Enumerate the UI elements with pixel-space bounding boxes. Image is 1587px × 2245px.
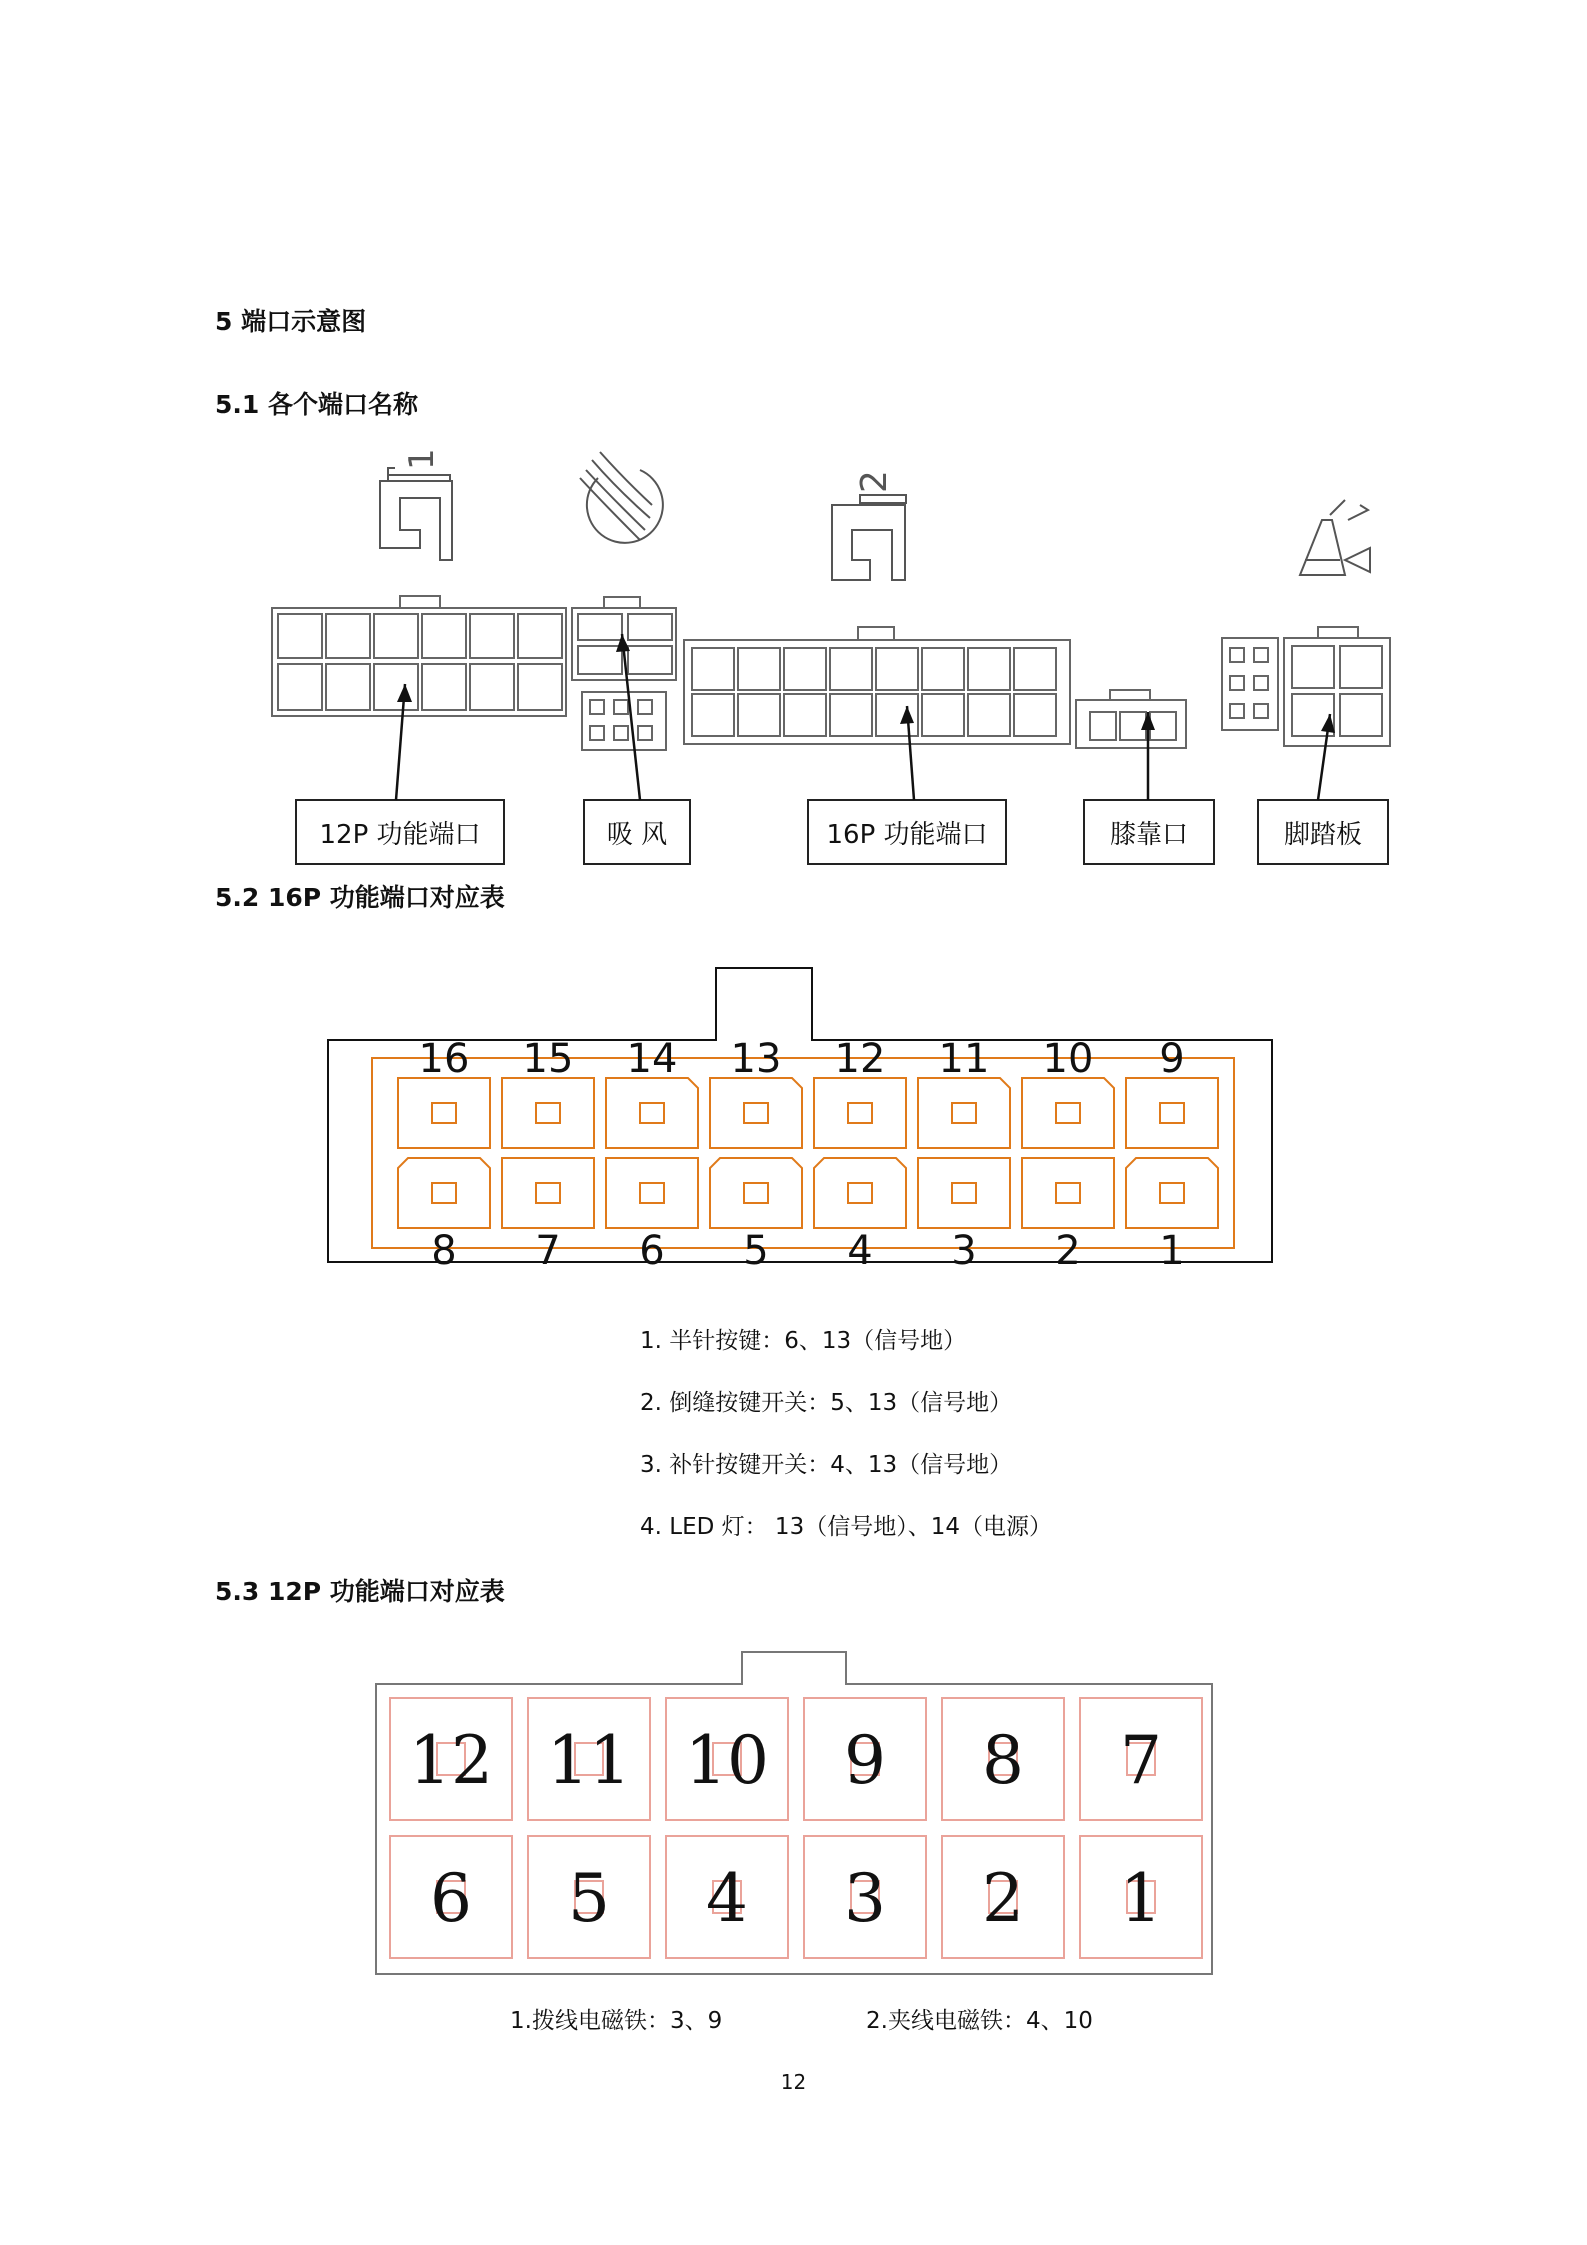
- connector-pedal: [1222, 627, 1390, 746]
- pin16-label-12: 12: [834, 1036, 886, 1082]
- pin16-8: [398, 1158, 490, 1228]
- pin12-label-8: 8: [982, 1722, 1024, 1799]
- pin16-13: [710, 1078, 802, 1148]
- pin12-12: [390, 1698, 512, 1820]
- pin16-label-7: 7: [535, 1228, 561, 1274]
- list16-item-1: 1. 半针按键：6、13（信号地）: [640, 1328, 967, 1354]
- pin16-5: [710, 1158, 802, 1228]
- pin16-6: [606, 1158, 698, 1228]
- pin12-label-5: 5: [568, 1860, 610, 1937]
- pin16-label-14: 14: [626, 1036, 678, 1082]
- thread-trimmer-2-icon: [832, 495, 906, 580]
- icon-digit-2: 2: [854, 470, 895, 493]
- pin16-10: [1022, 1078, 1114, 1148]
- pin12-1: [1080, 1836, 1202, 1958]
- pin16-label-4: 4: [847, 1228, 873, 1274]
- heading-section-5-2: 5.2 16P 功能端口对应表: [215, 883, 505, 912]
- connector-12p: [272, 596, 566, 716]
- note12-b: 2.夹线电磁铁：4、10: [866, 2008, 1093, 2034]
- page-number: 12: [780, 2070, 807, 2094]
- label-16p-port: 16P 功能端口: [826, 819, 988, 850]
- pin16-16: [398, 1078, 490, 1148]
- pin12-label-12: 12: [409, 1722, 493, 1799]
- pin12-8: [942, 1698, 1064, 1820]
- pin16-label-3: 3: [951, 1228, 977, 1274]
- pin12-label-6: 6: [430, 1860, 472, 1937]
- list16-item-2: 2. 倒缝按键开关：5、13（信号地）: [640, 1390, 1013, 1416]
- pin12-label-11: 11: [547, 1722, 631, 1799]
- pin12-4: [666, 1836, 788, 1958]
- pin12-11: [528, 1698, 650, 1820]
- list16-item-4: 4. LED 灯： 13（信号地）、14（电源）: [640, 1514, 1052, 1540]
- pin16-label-1: 1: [1159, 1228, 1185, 1274]
- heading-section-5: 5 端口示意图: [215, 307, 367, 336]
- note12-a: 1.拨线电磁铁：3、9: [510, 2008, 723, 2034]
- pin12-9: [804, 1698, 926, 1820]
- pin16-label-6: 6: [639, 1228, 665, 1274]
- pin12-2: [942, 1836, 1064, 1958]
- pin16-label-2: 2: [1055, 1228, 1081, 1274]
- pin12-6: [390, 1836, 512, 1958]
- pin16-4: [814, 1158, 906, 1228]
- port-overview-diagram: [0, 0, 1587, 900]
- thread-trimmer-1-icon: [380, 468, 452, 560]
- pin16-14: [606, 1078, 698, 1148]
- pin16-3: [918, 1158, 1010, 1228]
- heading-section-5-3: 5.3 12P 功能端口对应表: [215, 1577, 505, 1606]
- label-pedal-port: 脚踏板: [1283, 819, 1362, 850]
- connector-16p: [684, 627, 1070, 744]
- pin12-label-4: 4: [706, 1860, 748, 1937]
- list16-item-3: 3. 补针按键开关：4、13（信号地）: [640, 1452, 1013, 1478]
- pin16-label-9: 9: [1159, 1036, 1185, 1082]
- pin12-label-7: 7: [1120, 1722, 1162, 1799]
- pin12-label-1: 1: [1120, 1860, 1162, 1937]
- pin16-15: [502, 1078, 594, 1148]
- label-knee-port: 膝靠口: [1109, 819, 1188, 850]
- pin16-label-16: 16: [418, 1036, 470, 1082]
- suction-fan-icon: [580, 452, 663, 543]
- pin16-label-5: 5: [743, 1228, 769, 1274]
- pin16-label-11: 11: [938, 1036, 990, 1082]
- pin16-label-8: 8: [431, 1228, 457, 1274]
- pin12-label-10: 10: [685, 1722, 769, 1799]
- connector-knee: [1076, 690, 1186, 748]
- icon-digit-1: 1: [402, 448, 442, 470]
- heading-section-5-1: 5.1 各个端口名称: [215, 390, 418, 419]
- pin12-3: [804, 1836, 926, 1958]
- pin16-label-15: 15: [522, 1036, 574, 1082]
- pin16-label-10: 10: [1042, 1036, 1094, 1082]
- label-suction-port: 吸 风: [606, 819, 668, 850]
- connector-suction: [572, 597, 676, 750]
- pin12-label-2: 2: [982, 1860, 1024, 1937]
- pin12-label-3: 3: [844, 1860, 886, 1937]
- foot-pedal-icon: [1300, 500, 1370, 575]
- pin12-7: [1080, 1698, 1202, 1820]
- pin16-9: [1126, 1078, 1218, 1148]
- pin16-label-13: 13: [730, 1036, 782, 1082]
- pin16-7: [502, 1158, 594, 1228]
- pin16-12: [814, 1078, 906, 1148]
- pin16-1: [1126, 1158, 1218, 1228]
- label-12p-port: 12P 功能端口: [319, 819, 481, 850]
- pin12-10: [666, 1698, 788, 1820]
- pin12-label-9: 9: [844, 1722, 886, 1799]
- pin16-2: [1022, 1158, 1114, 1228]
- pin12-5: [528, 1836, 650, 1958]
- pin16-11: [918, 1078, 1010, 1148]
